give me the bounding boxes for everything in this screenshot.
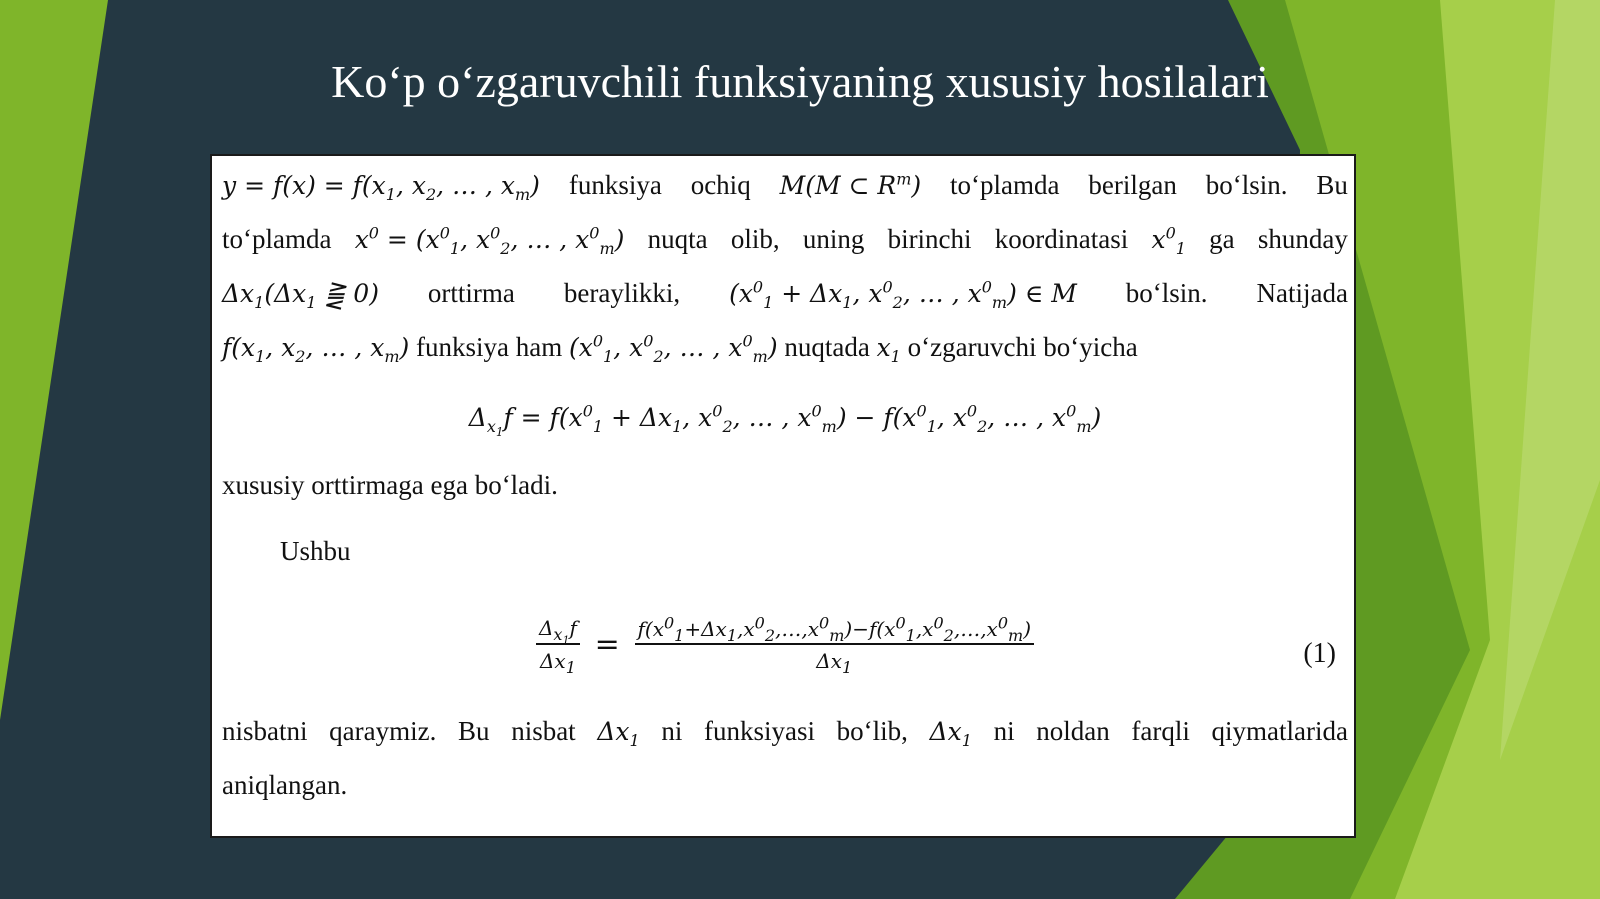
increment-dx1-2: $\Delta x_1$	[929, 717, 972, 750]
paragraph-line-3: $\Delta x_1(\Delta x_1$ ⪌ 0) orttirma beraylikki, ($x^0_1 + \Delta x_1$, $x^0_2$, … , $x^0_m$) ∈ M bo‘lsin. Natijada	[222, 277, 1348, 312]
right-fraction: $\frac{f(x^0_1+\Delta x_1,x^0_2,\dots,x^0_m)-f(x^0_1,x^0_2,\dots,x^0_m)}{\Delta x_1}$	[635, 617, 1035, 673]
slide-title: Ko‘p o‘zgaruvchili funksiyaning xususiy hosilalari	[331, 56, 1269, 107]
increment-formula: $\Delta x_1(\Delta x_1$ ⪌ 0)	[222, 279, 379, 312]
membership-formula: ($x^0_1 + \Delta x_1$, $x^0_2$, … , $x^0_m$) ∈ M	[729, 277, 1077, 312]
paragraph-line-2: to‘plamda $x^0 = (x^0_1$, $x^0_2$, … , $x^0_m$) nuqta olib, uning birinchi koordinatasi $x^0_1$ ga shunday	[222, 223, 1348, 258]
function-definition: $y = f(x) = f(x_1$, $x_2$, … , $x_m$)	[222, 171, 540, 204]
function-formula: $f(x_1$, $x_2$, … , $x_m$)	[222, 333, 410, 366]
paragraph-line-8: aniqlangan.	[222, 770, 348, 800]
point-formula: ($x^0_1$, $x^0_2$, … , $x^0_m$)	[569, 331, 778, 366]
increment-dx1: $\Delta x_1$	[597, 717, 640, 750]
partial-increment-formula: $\Delta_{x_1}f = f(x^0_1 + \Delta x_1$, $x^0_2$, … , $x^0_m) - f(x^0_1$, $x^0_2$, … , $x^0_m$)	[468, 401, 1102, 440]
content-box	[210, 154, 1356, 838]
equation-number: (1)	[1303, 638, 1336, 669]
paragraph-line-7: nisbatni qaraymiz. Bu nisbat $\Delta x_1$ ni funksiyasi bo‘lib, $\Delta x_1$ ni noldan farqli qiymatlarida	[222, 716, 1348, 750]
left-fraction: $\frac{\Delta_{x_1}f}{\Delta x_1}$	[536, 616, 580, 673]
paragraph-line-5: xususiy orttirmaga ega bo‘ladi.	[222, 470, 558, 500]
paragraph-line-1: $y = f(x) = f(x_1$, $x_2$, … , $x_m$) funksiya ochiq M(M ⊂ $R^m$) to‘plamda berilgan bo‘lsin. Bu	[222, 169, 1348, 204]
paragraph-line-4: $f(x_1$, $x_2$, … , $x_m$) funksiya ham ($x^0_1$, $x^0_2$, … , $x^0_m$) nuqtada $x_1$ o‘zgaruvchi bo‘yicha	[222, 331, 1138, 366]
paragraph-line-6: Ushbu	[280, 536, 351, 566]
coordinate-x1-0: $x^0_1$	[1151, 223, 1186, 258]
set-m-formula: M(M ⊂ $R^m$)	[779, 169, 922, 200]
ratio-formula: $\frac{\Delta_{x_1}f}{\Delta x_1}$ = $\frac{f(x^0_1+\Delta x_1,x^0_2,\dots,x^0_m)-f(x^0_1,x^0_2,\dots,x^0_m)}{\Delta x_1}$ (1)	[222, 616, 1348, 696]
point-x0-formula: $x^0 = (x^0_1$, $x^0_2$, … , $x^0_m$)	[354, 223, 625, 258]
variable-x1: $x_1$	[876, 333, 901, 366]
